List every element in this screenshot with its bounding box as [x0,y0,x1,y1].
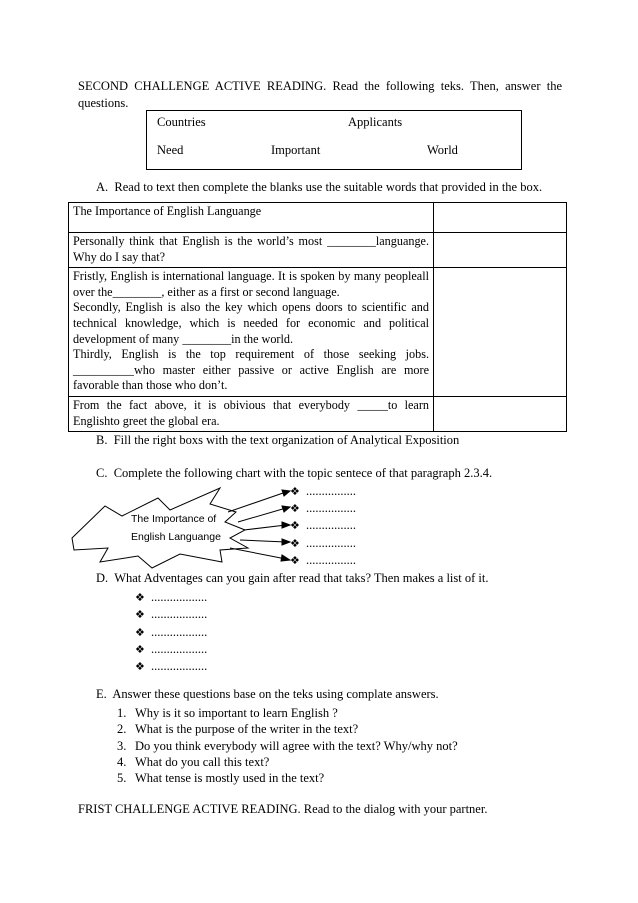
task-letter: A. [96,180,109,194]
callout-label-line: The Importance of [131,513,217,525]
diamond-bullet-icon: ❖ [290,485,300,498]
diamond-bullet-icon: ❖ [290,536,300,550]
arrow-head [282,506,290,512]
list-item: ❖ ................ [290,500,356,517]
arrow-head [282,490,290,496]
list-item: 4. What do you call this text? [117,754,270,769]
task-e-text: Answer these questions base on the teks using complate answers. [112,687,439,701]
word-box-item: Important [271,143,321,157]
task-b [96,432,459,448]
table-row [69,396,567,431]
task-letter: C. [96,466,108,480]
intro-heading: SECOND CHALLENGE ACTIVE READING. [78,79,327,93]
conclusion-cell [69,396,434,431]
list-item: ❖ ................ [290,552,356,569]
exposition-table [68,202,567,432]
thesis-cell [69,233,434,268]
question-text: What is the purpose of the writer in the text? [135,722,359,737]
table-title: The Importance of English Languange [73,204,262,218]
table-row [69,268,567,397]
list-item: ❖ .................. [135,658,207,675]
table-row [69,233,567,268]
callout-label-line: English Languange [131,531,221,543]
arrow-head [282,522,290,528]
diamond-bullet-icon: ❖ [290,502,300,516]
diamond-bullet-icon: ❖ [135,608,145,622]
question-text: What do you call this text? [135,754,270,769]
diamond-bullet-icon: ❖ [135,625,145,639]
word-box-item: Applicants [348,115,403,129]
organization-answer-cell[interactable] [434,396,567,431]
word-box [146,110,522,170]
chart-arrow [230,548,286,559]
question-text: Do you think everybody will agree with the text? Why/why not? [135,738,458,753]
table-title-cell [69,203,434,233]
diamond-bullet-icon: ❖ [135,642,145,656]
list-item: ❖ .................. [135,589,207,606]
question-text: What tense is mostly used in the text? [135,771,325,786]
task-e [96,686,439,702]
chart-arrow [244,525,286,530]
diamond-bullet-icon: ❖ [290,519,300,533]
diamond-bullet-icon: ❖ [135,591,145,604]
organization-answer-cell[interactable] [434,268,567,397]
advantage-list [135,589,207,675]
question-text: Why is it so important to learn English ? [135,706,338,720]
list-item: ❖ .................. [135,606,207,623]
task-letter: D. [96,571,109,585]
chart-bullet-list [290,483,356,569]
diamond-bullet-icon: ❖ [135,660,145,674]
word-box-item: Countries [157,115,206,129]
arrow-head [282,539,290,545]
arrow-head [281,555,290,561]
list-item: ❖ ................ [290,483,356,500]
list-item: 3. Do you think everybody will agree with the text? Why/why not? [117,738,458,753]
task-letter: B. [96,433,108,447]
argument-paragraph: Thirdly, English is the top requirement of those seeking jobs. __________who master either passive or active English are more favorable than those who don’t. [73,347,429,393]
list-item: 5. What tense is mostly used in the text? [117,771,325,786]
word-box-item: Need [157,143,184,157]
task-c-text: Complete the following chart with the topic sentece of that paragraph 2.3.4. [113,466,493,480]
arguments-cell [69,268,434,397]
task-d [96,570,488,586]
intro-text: Read the following teks. Then, answer the questions. [78,79,563,110]
list-item: 2. What is the purpose of the writer in the text? [117,722,359,737]
list-item: ❖ ................ [290,535,356,552]
conclusion-text: From the fact above, it is obivious that everybody _____to learn Englishto greet the global era. [73,397,429,428]
list-item: 1. Why is it so important to learn English ? [117,706,338,720]
task-a-text: Read to text then complete the blanks use the suitable words that provided in the box. [114,180,543,194]
list-item: ❖ ................ [290,517,356,534]
chart-arrow [238,508,286,522]
thesis-text: Personally think that English is the world’s most ________languange. Why do I say that? [73,234,429,264]
task-b-text: Fill the right boxs with the text organization of Analytical Exposition [113,433,460,447]
task-d-text: What Adventages can you gain after read that taks? Then makes a list of it. [114,571,489,585]
question-list [117,705,458,786]
diamond-bullet-icon: ❖ [290,553,300,567]
callout-label [131,510,221,546]
argument-paragraph: Secondly, English is also the key which opens doors to scientific and technical knowledge, which is needed for economic and political development of many ________in the world. [73,300,429,346]
table-row [69,203,567,233]
chart-arrow [228,492,286,512]
task-a [96,179,542,195]
task-letter: E. [96,687,107,701]
argument-paragraph: Fristly, English is international language. It is spoken by many peopleall over the________, either as a first or second language. [73,269,429,299]
list-item: ❖ .................. [135,641,207,658]
organization-answer-cell[interactable] [434,233,567,268]
list-item: ❖ .................. [135,624,207,641]
intro-paragraph [78,78,562,112]
organization-answer-cell[interactable] [434,203,567,233]
first-challenge-heading: FRIST CHALLENGE ACTIVE READING. Read to the dialog with your partner. [78,802,488,816]
word-box-item: World [427,143,458,157]
chart-arrow [240,540,286,542]
